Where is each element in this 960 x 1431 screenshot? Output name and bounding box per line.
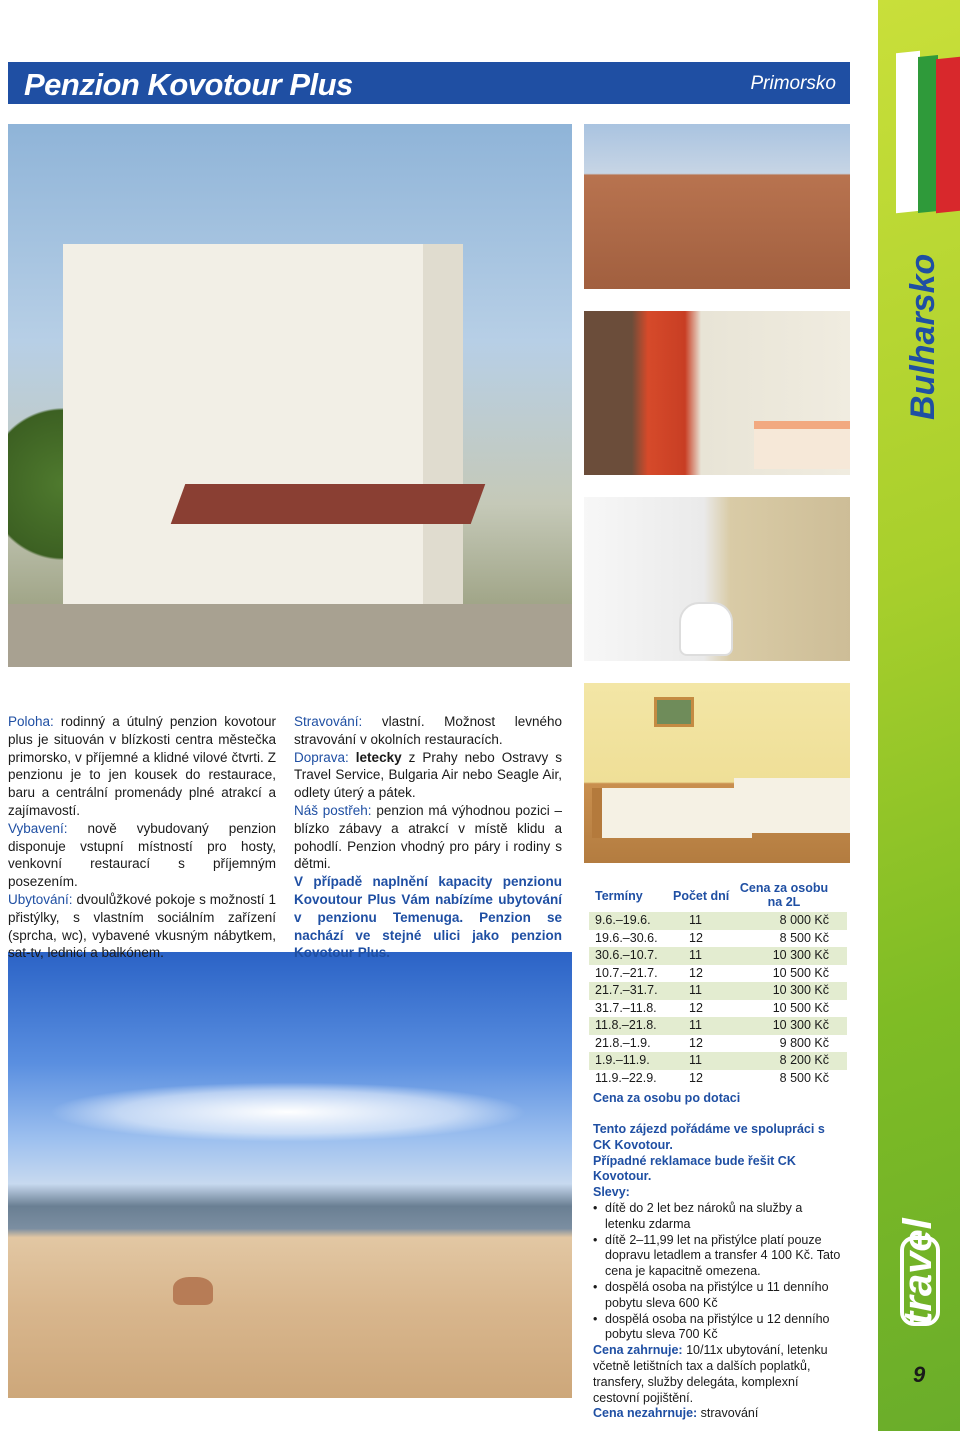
price-table-body: [589, 912, 847, 1087]
building-photo: [8, 124, 572, 667]
side-stripe: [878, 0, 960, 1431]
price-excludes: [593, 1406, 845, 1422]
stravovani-label: Stravování:: [294, 714, 363, 729]
capacity-note: V případě naplnění kapacity penzionu Kovoutour Plus Vám nabízíme ubytování v penzionu Temenuga. Penzion se nachází ve stejné ulici jako penzion Kovotour Plus.: [294, 874, 562, 961]
country-label: Bulharsko: [904, 253, 942, 420]
doprava-text: z Prahy nebo Ostravy s Travel Service, Bulgaria Air nebo Seagle Air, odlety úterý a pátek.: [294, 749, 562, 801]
price-row: [589, 982, 847, 1000]
days-cell: 12: [689, 1070, 703, 1085]
price-row: [589, 1017, 847, 1035]
term-cell: 11.9.–22.9.: [595, 1070, 657, 1085]
price-row: [589, 1070, 847, 1088]
price-row: [589, 965, 847, 983]
discount-list: [593, 1201, 845, 1343]
days-cell: 11: [689, 1018, 702, 1032]
includes-text: 10/11x ubytování, letenku včetně letištních tax a dalších poplatků, transfery, služby delegáta, komplexní cestovní pojištění.: [593, 1343, 828, 1405]
description-column-1: [8, 713, 276, 962]
slevy-label: Slevy:: [593, 1185, 630, 1200]
term-cell: 21.8.–1.9.: [595, 1035, 651, 1050]
price-cell: 10 500 Kč: [772, 1000, 829, 1015]
header-terms: Termíny: [595, 889, 643, 903]
header-days: Počet dní: [673, 889, 730, 903]
stravovani-text: vlastní. Možnost levného stravování v okolních restauracích.: [294, 714, 562, 747]
term-cell: 31.7.–11.8.: [595, 1000, 657, 1015]
excludes-text: stravování: [697, 1406, 759, 1421]
complaints-note: Případné reklamace bude řešit CK Kovotour.: [593, 1153, 796, 1184]
ubytovani-text: dvoulůžkové pokoje s možností 1 přistýlky, s vlastním sociálním zařízení (sprcha, wc), vybavené vkusným nábytkem, sat-tv, lednicí a balkónem.: [8, 891, 276, 961]
notes-block: [593, 1122, 845, 1422]
vybaveni-label: Vybavení:: [8, 820, 68, 836]
includes-label: Cena zahrnuje:: [593, 1343, 683, 1358]
term-cell: 11.8.–21.8.: [595, 1018, 657, 1032]
discount-item: • dospělá osoba na přistýlce u 11 denního pobytu sleva 600 Kč: [593, 1280, 845, 1312]
vybaveni-text: nově vybudovaný penzion disponuje vstupní místností pro hosty, venkovní restaurací s příjemným posezením.: [8, 820, 276, 890]
discount-item: • dítě 2–11,99 let na přistýlce platí pouze dopravu letadlem a transfer 4 100 Kč. Tato cena je kapacitně omezena.: [593, 1233, 845, 1280]
doprava-bold: letecky: [348, 749, 402, 765]
price-cell: 10 300 Kč: [772, 1018, 829, 1032]
discount-item: • dítě do 2 let bez nároků na služby a letenku zdarma: [593, 1201, 845, 1233]
discount-item: • dospělá osoba na přistýlce u 12 denního pobytu sleva 700 Kč: [593, 1312, 845, 1344]
brand-label: travel: [896, 1218, 940, 1325]
price-cell: 9 800 Kč: [779, 1035, 829, 1050]
bathroom-photo: [584, 497, 850, 661]
room-photo: [584, 311, 850, 475]
page-header: [8, 62, 850, 104]
price-cell: 10 500 Kč: [772, 965, 829, 980]
price-cell: 8 500 Kč: [779, 1070, 829, 1085]
days-cell: 11: [689, 913, 702, 927]
days-cell: 12: [689, 1000, 703, 1015]
building-facade-photo: [584, 124, 850, 289]
price-table: [589, 880, 847, 1109]
days-cell: 12: [689, 965, 703, 980]
price-row: [589, 930, 847, 948]
page-title: Penzion Kovotour Plus: [24, 67, 353, 102]
price-cell: 10 300 Kč: [772, 948, 829, 962]
poloha-label: Poloha:: [8, 714, 54, 729]
term-cell: 21.7.–31.7.: [595, 983, 658, 997]
term-cell: 19.6.–30.6.: [595, 930, 658, 945]
price-table-footer: Cena za osobu po dotaci: [593, 1091, 741, 1105]
nas-postreh-text: penzion má výhodnou pozici – blízko zábavy a atrakcí v místě klidu a pohodlí. Penzion vhodný pro páry i rodiny s dětmi.: [294, 802, 562, 872]
excludes-label: Cena nezahrnuje:: [593, 1406, 698, 1421]
term-cell: 30.6.–10.7.: [595, 948, 658, 962]
price-cell: 8 200 Kč: [779, 1053, 829, 1067]
doprava-label: Doprava:: [294, 749, 349, 765]
days-cell: 11: [689, 948, 702, 962]
price-row: [589, 947, 847, 965]
days-cell: 12: [689, 1035, 703, 1050]
bulgarian-flag-icon: [896, 52, 960, 212]
term-cell: 9.6.–19.6.: [595, 913, 651, 927]
price-cell: 8 500 Kč: [779, 930, 829, 945]
twin-room-photo: [584, 683, 850, 863]
header-price: Cena za osobu na 2L: [739, 881, 829, 909]
poloha-text: rodinný a útulný penzion kovotour plus je situován v blízkosti centra městečka primorsko, v příjemné a klidné vilové čtvrti. Z penzionu je to jen kousek do restaurace, baru a centrální promenády plné atrakcí a zajímavostí.: [8, 714, 276, 818]
price-row: [589, 1052, 847, 1070]
page-number: 9: [913, 1362, 926, 1387]
beach-photo: [8, 952, 572, 1398]
price-cell: 8 000 Kč: [779, 913, 829, 927]
days-cell: 12: [689, 930, 703, 945]
cooperation-note: Tento zájezd pořádáme ve spolupráci s CK Kovotour.: [593, 1122, 825, 1152]
days-cell: 11: [689, 983, 702, 997]
region-label: Primorsko: [750, 73, 836, 94]
price-row: [589, 912, 847, 930]
ubytovani-label: Ubytování:: [8, 891, 73, 907]
description-column-2: [294, 713, 562, 962]
nas-postreh-label: Náš postřeh:: [294, 802, 372, 818]
price-table-header: [589, 880, 847, 912]
term-cell: 1.9.–11.9.: [595, 1053, 650, 1067]
term-cell: 10.7.–21.7.: [595, 965, 658, 980]
price-row: [589, 1035, 847, 1053]
price-row: [589, 1000, 847, 1018]
days-cell: 11: [689, 1053, 702, 1067]
price-includes: [593, 1343, 845, 1406]
price-cell: 10 300 Kč: [772, 983, 829, 997]
